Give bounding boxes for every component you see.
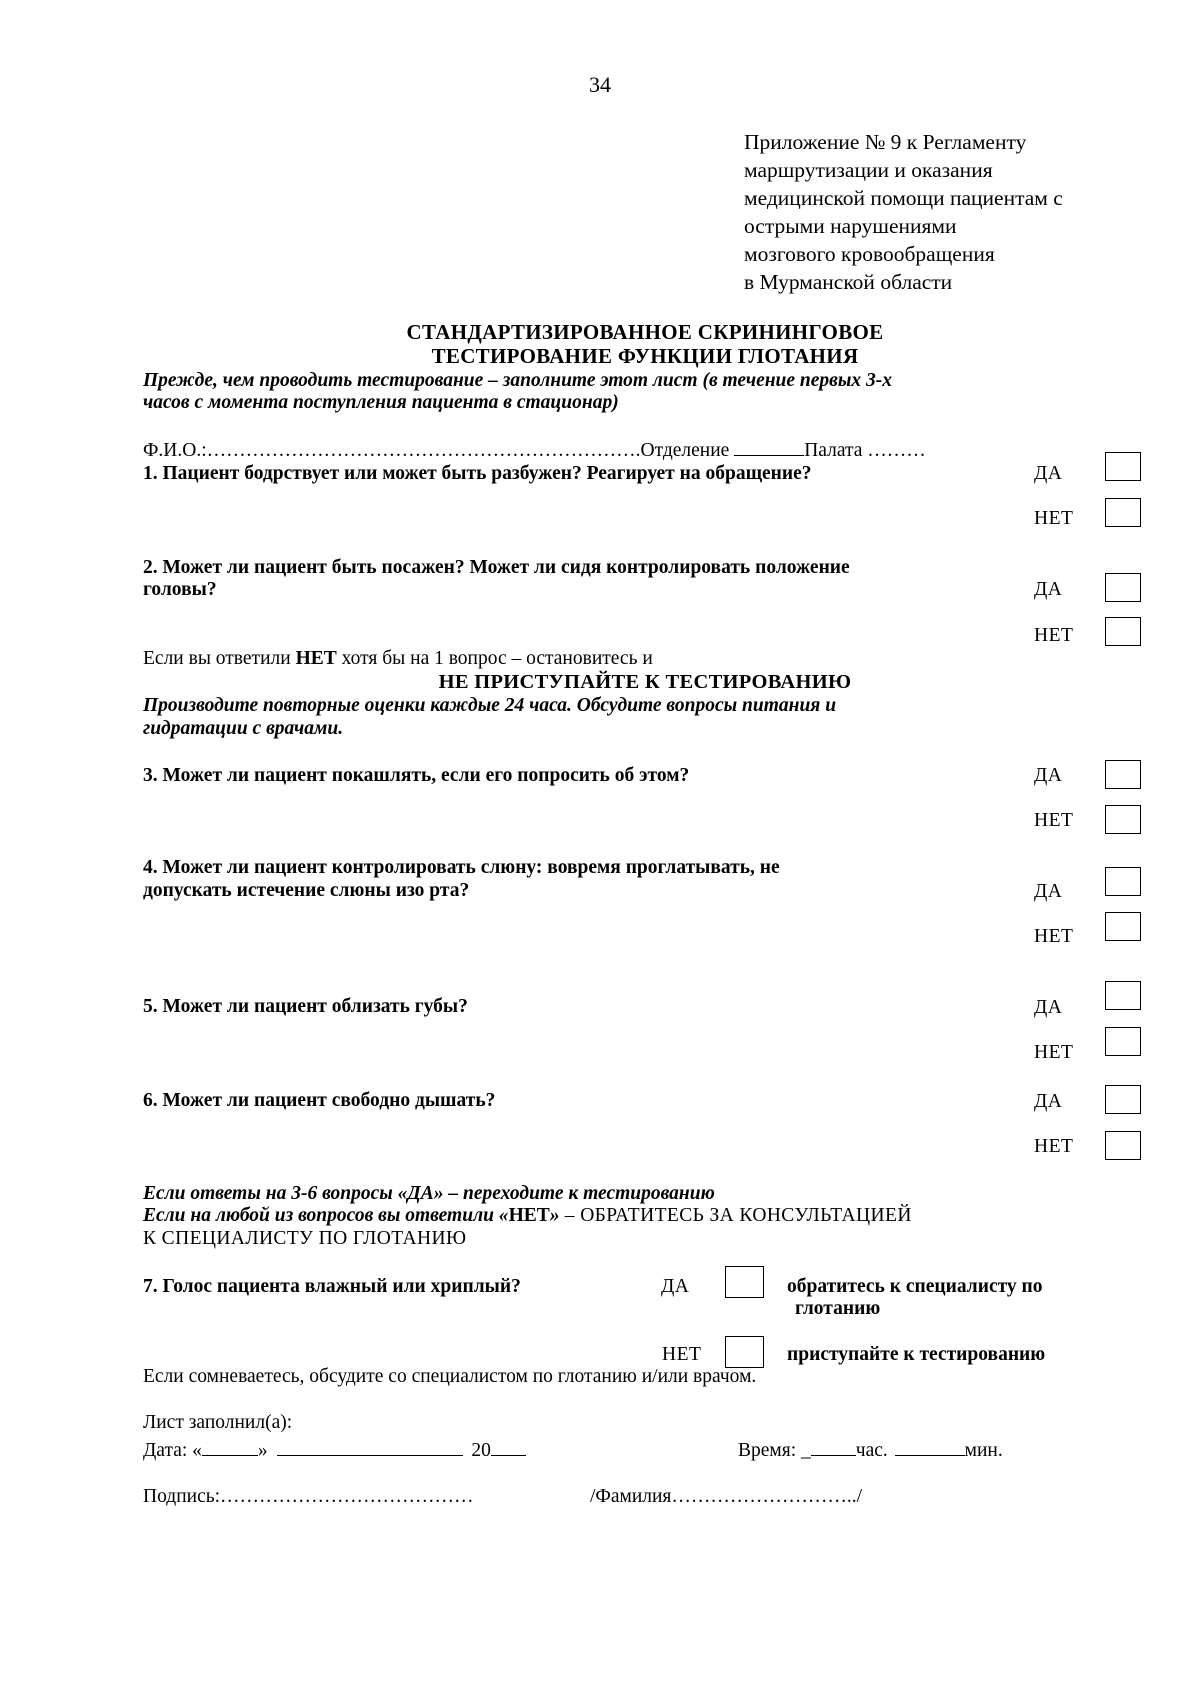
stop-heading: НЕ ПРИСТУПАЙТЕ К ТЕСТИРОВАНИЮ bbox=[438, 671, 852, 693]
page-number: 34 bbox=[589, 72, 611, 97]
question-6: 6. Может ли пациент свободно дышать? bbox=[143, 1090, 496, 1111]
q2-no-checkbox[interactable] bbox=[1105, 617, 1141, 646]
date-day-field[interactable] bbox=[202, 1437, 258, 1456]
time-hours-field[interactable] bbox=[811, 1437, 856, 1456]
date-quote-close: » bbox=[257, 1440, 268, 1461]
q2-yes-label: ДА bbox=[1034, 579, 1063, 600]
q4-yes-label: ДА bbox=[1034, 881, 1063, 902]
stop-note-text: Если вы ответили bbox=[143, 648, 296, 669]
q7-no-action: приступайте к тестированию bbox=[787, 1344, 1046, 1365]
stop-note-text-end: хотя бы на 1 вопрос – остановитесь и bbox=[336, 648, 653, 669]
q3-no-label: НЕТ bbox=[1034, 810, 1074, 831]
date-label: Дата: « bbox=[143, 1440, 202, 1461]
q5-no-label: НЕТ bbox=[1034, 1042, 1074, 1063]
time-row bbox=[738, 1437, 1003, 1462]
q7-no-label: НЕТ bbox=[662, 1344, 702, 1365]
q7-yes-action-line-1: обратитесь к специалисту по bbox=[787, 1276, 1043, 1297]
repeat-note-line-2: гидратации с врачами. bbox=[143, 718, 344, 739]
appendix-line: маршрутизации и оказания bbox=[744, 158, 993, 182]
document-title-line-1: СТАНДАРТИЗИРОВАННОЕ СКРИНИНГОВОЕ bbox=[406, 320, 884, 344]
question-4-line-2: допускать истечение слюны изо рта? bbox=[143, 880, 470, 901]
intro-line-1: Прежде, чем проводить тестирование – заполните этот лист (в течение первых 3-х bbox=[143, 370, 893, 391]
repeat-note-line-1: Производите повторные оценки каждые 24 часа. Обсудите вопросы питания и bbox=[143, 695, 837, 716]
signature-label[interactable]: Подпись:………………………………… bbox=[143, 1486, 474, 1507]
question-1: 1. Пациент бодрствует или может быть разбужен? Реагирует на обращение? bbox=[143, 463, 812, 484]
result-note-italic: Если на любой из вопросов вы ответили « bbox=[143, 1205, 509, 1226]
q7-yes-label: ДА bbox=[661, 1276, 690, 1297]
question-2-line-2: головы? bbox=[143, 579, 217, 600]
result-note-close: » bbox=[549, 1205, 560, 1226]
q1-yes-label: ДА bbox=[1034, 463, 1063, 484]
time-hours-label: час. bbox=[855, 1440, 888, 1461]
q7-yes-action-line-2: глотанию bbox=[795, 1298, 881, 1319]
intro-line-2: часов с момента поступления пациента в стационар) bbox=[143, 392, 619, 413]
question-7: 7. Голос пациента влажный или хриплый? bbox=[143, 1276, 521, 1297]
q1-no-label: НЕТ bbox=[1034, 508, 1074, 529]
q7-yes-checkbox[interactable] bbox=[725, 1266, 764, 1298]
department-label: Отделение bbox=[640, 440, 730, 461]
result-note-line-3: К СПЕЦИАЛИСТУ ПО ГЛОТАНИЮ bbox=[143, 1228, 467, 1249]
patient-info-line bbox=[143, 437, 926, 462]
q6-yes-checkbox[interactable] bbox=[1105, 1085, 1141, 1114]
time-label: Время: _ bbox=[738, 1440, 811, 1461]
q3-yes-checkbox[interactable] bbox=[1105, 760, 1141, 789]
q3-no-checkbox[interactable] bbox=[1105, 805, 1141, 834]
q4-no-checkbox[interactable] bbox=[1105, 912, 1141, 941]
filled-by-label: Лист заполнил(а): bbox=[143, 1412, 293, 1433]
doubt-note: Если сомневаетесь, обсудите со специалистом по глотанию и/или врачом. bbox=[143, 1366, 757, 1387]
date-row bbox=[143, 1437, 526, 1462]
q6-yes-label: ДА bbox=[1034, 1091, 1063, 1112]
result-note-bold: НЕТ bbox=[508, 1205, 550, 1226]
result-note-line-1: Если ответы на 3-6 вопросы «ДА» – переходите к тестированию bbox=[143, 1183, 715, 1204]
appendix-line: острыми нарушениями bbox=[744, 214, 957, 238]
appendix-note bbox=[744, 128, 1063, 296]
time-minutes-label: мин. bbox=[964, 1440, 1003, 1461]
date-year-prefix: 20 bbox=[471, 1440, 491, 1461]
document-title-line-2: ТЕСТИРОВАНИЕ ФУНКЦИИ ГЛОТАНИЯ bbox=[431, 344, 859, 368]
q6-no-label: НЕТ bbox=[1034, 1136, 1074, 1157]
question-2-line-1: 2. Может ли пациент быть посажен? Может ли сидя контролировать положение bbox=[143, 557, 850, 578]
q2-no-label: НЕТ bbox=[1034, 625, 1074, 646]
stop-note-emphasis: НЕТ bbox=[295, 648, 337, 669]
time-minutes-field[interactable] bbox=[895, 1437, 965, 1456]
q1-no-checkbox[interactable] bbox=[1105, 498, 1141, 527]
stop-note bbox=[143, 648, 653, 670]
appendix-line: мозгового кровообращения bbox=[744, 242, 995, 266]
department-field[interactable] bbox=[734, 437, 804, 456]
q6-no-checkbox[interactable] bbox=[1105, 1131, 1141, 1160]
result-note-caps: – ОБРАТИТЕСЬ ЗА КОНСУЛЬТАЦИЕЙ bbox=[559, 1205, 912, 1226]
appendix-line: в Мурманской области bbox=[744, 270, 953, 294]
ward-label: Палата ……… bbox=[804, 440, 926, 461]
date-month-field[interactable] bbox=[277, 1437, 463, 1456]
question-5: 5. Может ли пациент облизать губы? bbox=[143, 996, 468, 1017]
q7-no-checkbox[interactable] bbox=[725, 1336, 764, 1368]
q1-yes-checkbox[interactable] bbox=[1105, 452, 1141, 481]
surname-label[interactable]: /Фамилия………………………../ bbox=[590, 1486, 863, 1507]
q5-no-checkbox[interactable] bbox=[1105, 1027, 1141, 1056]
q3-yes-label: ДА bbox=[1034, 765, 1063, 786]
q2-yes-checkbox[interactable] bbox=[1105, 573, 1141, 602]
q5-yes-checkbox[interactable] bbox=[1105, 981, 1141, 1010]
question-3: 3. Может ли пациент покашлять, если его попросить об этом? bbox=[143, 765, 690, 786]
question-4-line-1: 4. Может ли пациент контролировать слюну: вовремя проглатывать, не bbox=[143, 857, 780, 878]
appendix-line: медицинской помощи пациентам с bbox=[744, 186, 1063, 210]
result-note-line-2 bbox=[143, 1205, 912, 1227]
q4-yes-checkbox[interactable] bbox=[1105, 867, 1141, 896]
appendix-line: Приложение № 9 к Регламенту bbox=[744, 130, 1027, 154]
fio-label: Ф.И.О.:…………………………………………………………. bbox=[143, 440, 641, 461]
date-year-field[interactable] bbox=[491, 1437, 526, 1456]
q5-yes-label: ДА bbox=[1034, 997, 1063, 1018]
q4-no-label: НЕТ bbox=[1034, 926, 1074, 947]
